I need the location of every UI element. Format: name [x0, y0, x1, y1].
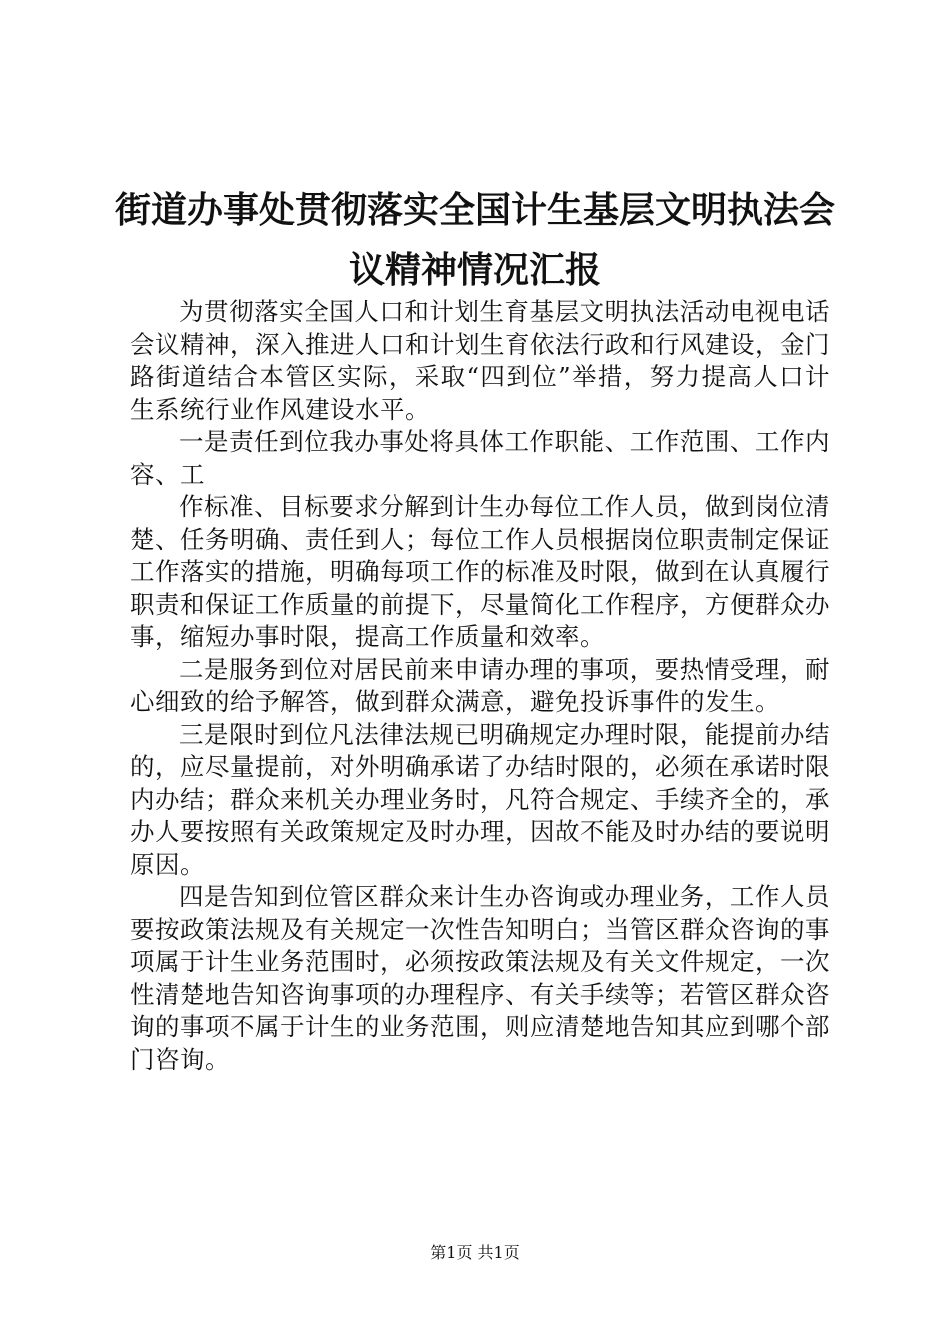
title-line-1: 街道办事处贯彻落实全国计生基层文明执法会 [114, 189, 835, 231]
page-number-footer: 第1页 共1页 [430, 1243, 520, 1262]
paragraph-responsibility-detail: 作标准、目标要求分解到计生办每位工作人员，做到岗位清楚、任务明确、责任到人；每位工作人员根据岗位职责制定保证工作落实的措施，明确每项工作的标准及时限，做到在认真履行职责和保证工作质量的前提下，尽量简化工作程序，方便群众办事，缩短办事时限，提高工作质量和效率。 [130, 492, 830, 651]
page-title [100, 180, 850, 300]
paragraph-intro: 为贯彻落实全国人口和计划生育基层文明执法活动电视电话会议精神，深入推进人口和计划生育依法行政和行风建设，金门路街道结合本管区实际，采取“四到位”举措，努力提高人口计生系统行业作风建设水平。 [130, 297, 830, 424]
paragraph-notification: 四是告知到位管区群众来计生办咨询或办理业务，工作人员要按政策法规及有关规定一次性告知明白；当管区群众咨询的事项属于计生业务范围时，必须按政策法规及有关文件规定，一次性清楚地告知咨询事项的办理程序、有关手续等；若管区群众咨询的事项不属于计生的业务范围，则应清楚地告知其应到哪个部门咨询。 [130, 882, 830, 1074]
paragraph-responsibility: 一是责任到位我办事处将具体工作职能、工作范围、工作内容、工 [130, 427, 830, 489]
paragraph-time-limit: 三是限时到位凡法律法规已明确规定办理时限，能提前办结的，应尽量提前，对外明确承诺了办结时限的，必须在承诺时限内办结；群众来机关办理业务时，凡符合规定、手续齐全的，承办人要按照有关政策规定及时办理，因故不能及时办结的要说明原因。 [130, 719, 830, 879]
title-line-2: 议精神情况汇报 [348, 249, 601, 291]
paragraph-service: 二是服务到位对居民前来申请办理的事项，要热情受理，耐心细致的给予解答，做到群众满意，避免投诉事件的发生。 [130, 654, 830, 716]
document-body [130, 296, 830, 1076]
